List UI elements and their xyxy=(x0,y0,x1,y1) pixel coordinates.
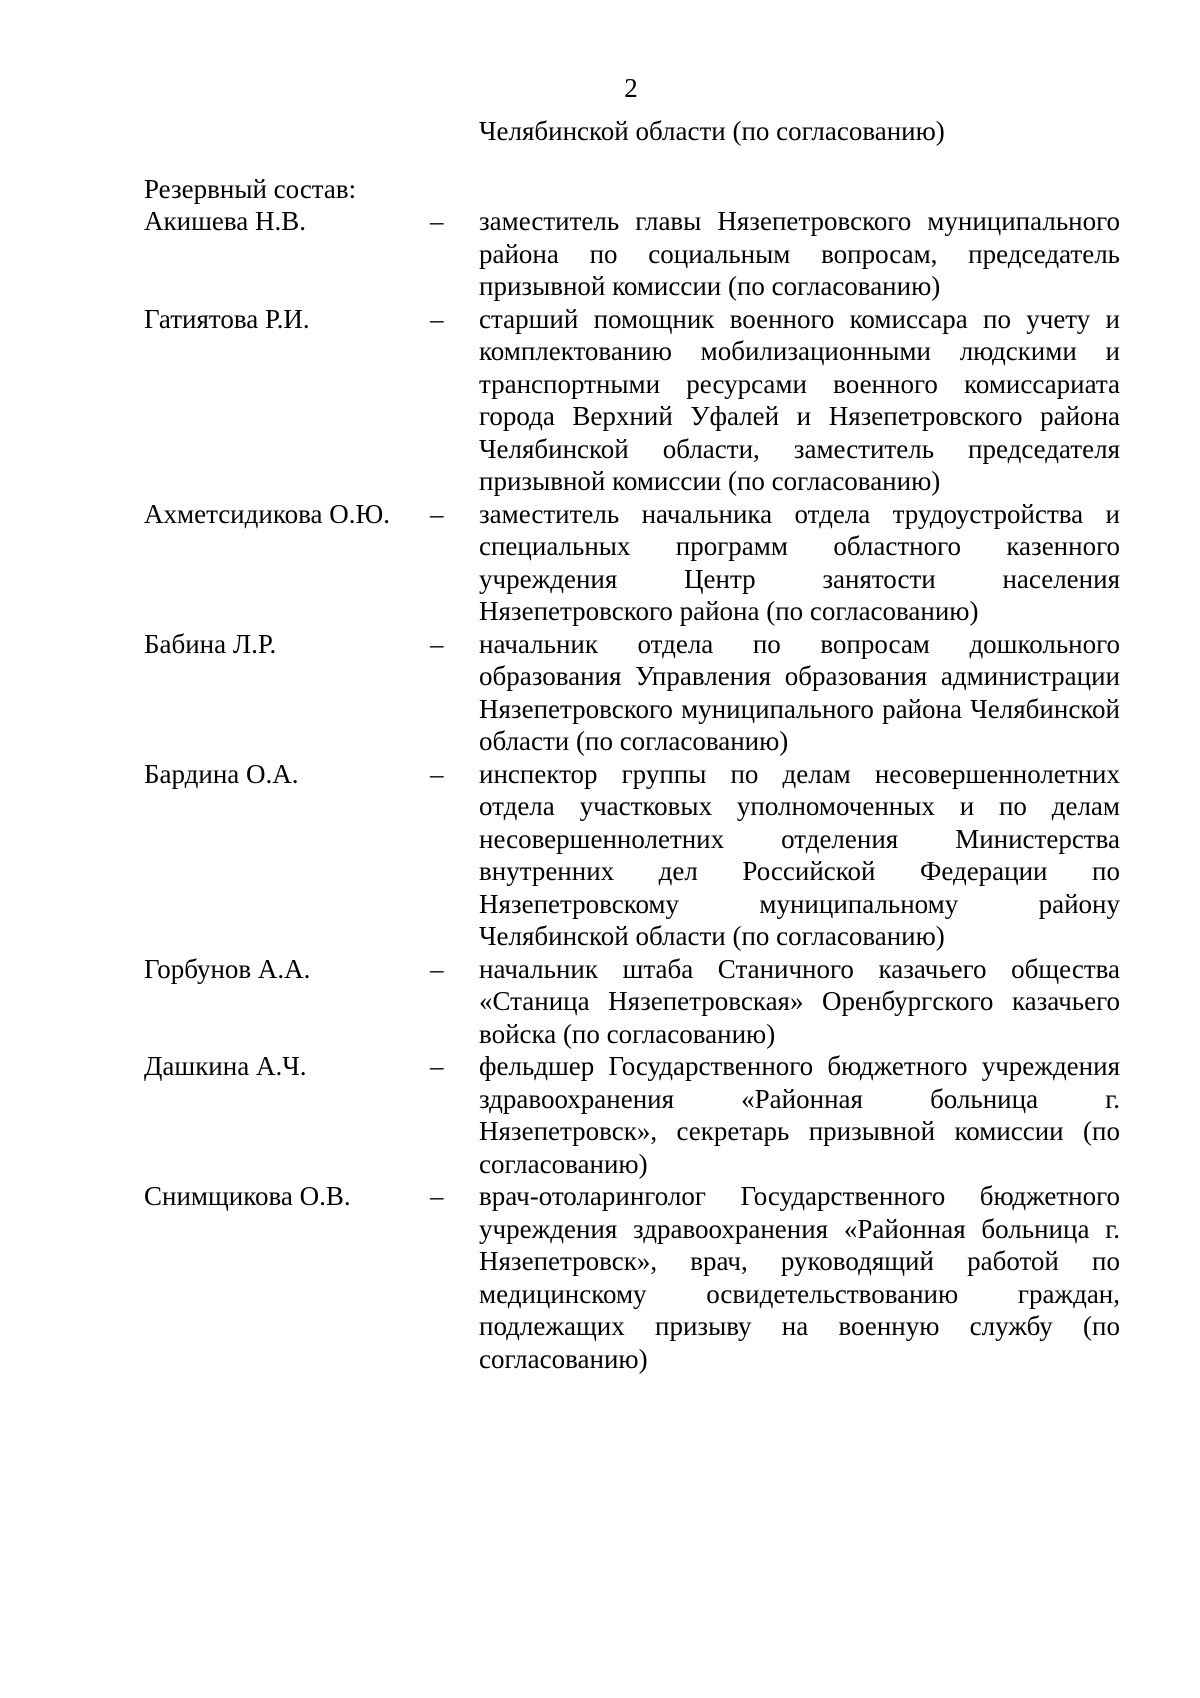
reserve-heading: Резервный состав: xyxy=(144,174,357,204)
dash-separator: – xyxy=(430,758,444,789)
member-role: врач-отоларинголог Государственного бюджетного учреждения здравоохранения «Районная больница г. Нязепетровск», врач, руководящий работой по медицинскому освидетельствованию граждан, подлежащих призыву на военную службу (по согласованию) xyxy=(479,1181,1120,1374)
member-name: Гатиятова Р.И. xyxy=(144,303,310,334)
member-entry xyxy=(144,953,1120,1051)
member-entry xyxy=(144,303,1120,498)
member-entry xyxy=(144,205,1120,303)
member-role: начальник отдела по вопросам дошкольного образования Управления образования администрации Нязепетровского муниципального района Челябинской области (по согласованию) xyxy=(479,628,1120,756)
dash-separator: – xyxy=(430,498,444,529)
member-name: Бабина Л.Р. xyxy=(144,628,277,659)
member-name: Ахметсидикова О.Ю. xyxy=(144,498,390,529)
member-role: инспектор группы по делам несовершеннолетних отдела участковых уполномоченных и по делам несовершеннолетних отделения Министерства внутренних дел Российской Федерации по Нязепетровскому муниципальному району Челябинской области (по согласованию) xyxy=(479,758,1120,951)
continuation-text: Челябинской области (по согласованию) xyxy=(479,116,945,146)
dash-separator: – xyxy=(430,628,444,659)
members-list xyxy=(144,205,1120,1375)
dash-separator: – xyxy=(430,1051,444,1081)
dash-separator: – xyxy=(430,206,444,236)
member-role: старший помощник военного комиссара по учету и комплектованию мобилизационными людскими и транспортными ресурсами военного комиссариата города Верхний Уфалей и Нязепетровского района Челябинской области, заместитель председателя призывной комиссии (по согласованию) xyxy=(479,303,1120,496)
member-role: заместитель главы Нязепетровского муниципального района по социальным вопросам, председатель призывной комиссии (по согласованию) xyxy=(479,206,1120,301)
member-role: фельдшер Государственного бюджетного учреждения здравоохранения «Районная больница г. Нязепетровск», секретарь призывной комиссии (по согласованию) xyxy=(479,1051,1120,1179)
member-entry xyxy=(144,758,1120,953)
member-role: заместитель начальника отдела трудоустройства и специальных программ областного казенного учреждения Центр занятости населения Нязепетровского района (по согласованию) xyxy=(479,498,1120,626)
dash-separator: – xyxy=(430,953,444,984)
dash-separator: – xyxy=(430,303,444,334)
member-name: Горбунов А.А. xyxy=(144,953,311,984)
dash-separator: – xyxy=(430,1181,444,1211)
member-entry xyxy=(144,628,1120,758)
member-name: Дашкина А.Ч. xyxy=(144,1051,307,1081)
member-name: Снимщикова О.В. xyxy=(144,1181,351,1211)
member-entry xyxy=(144,1050,1120,1180)
member-name: Акишева Н.В. xyxy=(144,206,306,236)
page-number: 2 xyxy=(624,73,638,103)
member-entry xyxy=(144,498,1120,628)
member-name: Бардина О.А. xyxy=(144,758,299,789)
member-entry xyxy=(144,1180,1120,1375)
member-role: начальник штаба Станичного казачьего общества «Станица Нязепетровская» Оренбургского казачьего войска (по согласованию) xyxy=(479,953,1120,1049)
